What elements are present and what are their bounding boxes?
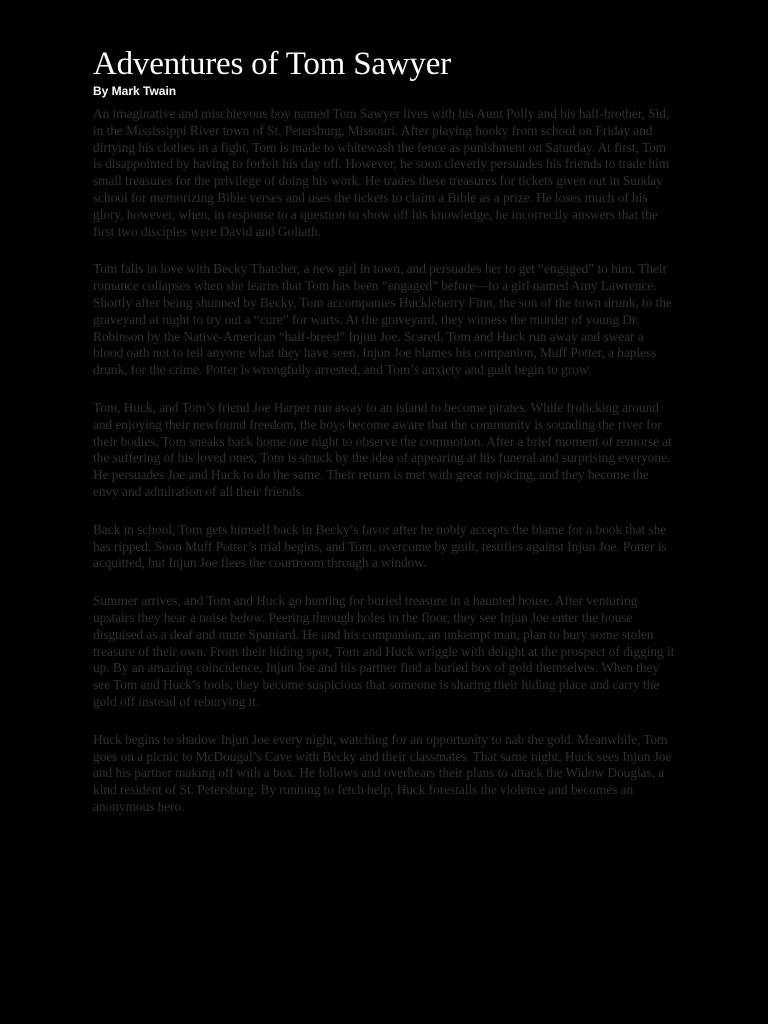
document-title: Adventures of Tom Sawyer (93, 46, 451, 82)
paragraph-1: An imaginative and mischievous boy named Tom Sawyer lives with his Aunt Polly and his half-brother, Sid, in the Mississippi River town of St. Petersburg, Missouri. After playing hooky from school on Friday and dirtying his clothes in a fight, Tom is made to whitewash the fence as punishment on Saturday. At first, Tom is disappointed by having to forfeit his day off. However, he soon cleverly persuades his friends to trade him small treasures for the privilege of doing his work. He trades these treasures for tickets given out in Sunday school for memorizing Bible verses and uses the tickets to claim a Bible as a prize. He loses much of his glory, however, when, in response to a question to show off his knowledge, he incorrectly answers that the first two disciples were David and Goliath. (93, 106, 670, 239)
document-body (93, 106, 676, 816)
paragraph-3: Tom, Huck, and Tom’s friend Joe Harper run away to an island to become pirates. While frolicking around and enjoying their newfound freedom, the boys become aware that the community is sounding the river for their bodies. Tom sneaks back home one night to observe the commotion. After a brief moment of remorse at the suffering of his loved ones, Tom is struck by the idea of appearing at his funeral and surprising everyone. He persuades Joe and Huck to do the same. Their return is met with great rejoicing, and they become the envy and admiration of all their friends. (93, 399, 672, 499)
paragraph-2: Tom falls in love with Becky Thatcher, a new girl in town, and persuades her to get “engaged” to him. Their romance collapses when she learns that Tom has been “engaged” before—to a girl named Amy Lawrence. Shortly after being shunned by Becky, Tom accompanies Huckleberry Finn, the son of the town drunk, to the graveyard at night to try out a “cure” for warts. At the graveyard, they witness the murder of young Dr. Robinson by the Native-American “half-breed” Injun Joe. Scared, Tom and Huck run away and swear a blood oath not to tell anyone what they have seen. Injun Joe blames his companion, Muff Potter, a hapless drunk, for the crime. Potter is wrongfully arrested, and Tom’s anxiety and guilt begin to grow. (93, 261, 672, 378)
paragraph-5: Summer arrives, and Tom and Huck go hunting for buried treasure in a haunted house. After venturing upstairs they hear a noise below. Peering through holes in the floor, they see Injun Joe enter the house disguised as a deaf and mute Spaniard. He and his companion, an unkempt man, plan to bury some stolen treasure of their own. From their hiding spot, Tom and Huck wriggle with delight at the prospect of digging it up. By an amazing coincidence, Injun Joe and his partner find a buried box of gold themselves. When they see Tom and Huck’s tools, they become suspicious that someone is sharing their hiding place and carry the gold off instead of reburying it. (93, 593, 675, 709)
document-page (93, 46, 676, 837)
author-byline: By Mark Twain (93, 84, 177, 98)
paragraph-4: Back in school, Tom gets himself back in Becky’s favor after he nobly accepts the blame for a book that she has ripped. Soon Muff Potter’s trial begins, and Tom, overcome by guilt, testifies against Injun Joe. Potter is acquitted, but Injun Joe flees the courtroom through a window. (93, 521, 667, 571)
paragraph-6: Huck begins to shadow Injun Joe every night, watching for an opportunity to nab the gold. Meanwhile, Tom goes on a picnic to McDougal’s Cave with Becky and their classmates. That same night, Huck sees Injun Joe and his partner making off with a box. He follows and overhears their plans to attack the Widow Douglas, a kind resident of St. Petersburg. By running to fetch help, Huck forestalls the violence and becomes an anonymous hero. (93, 731, 672, 814)
